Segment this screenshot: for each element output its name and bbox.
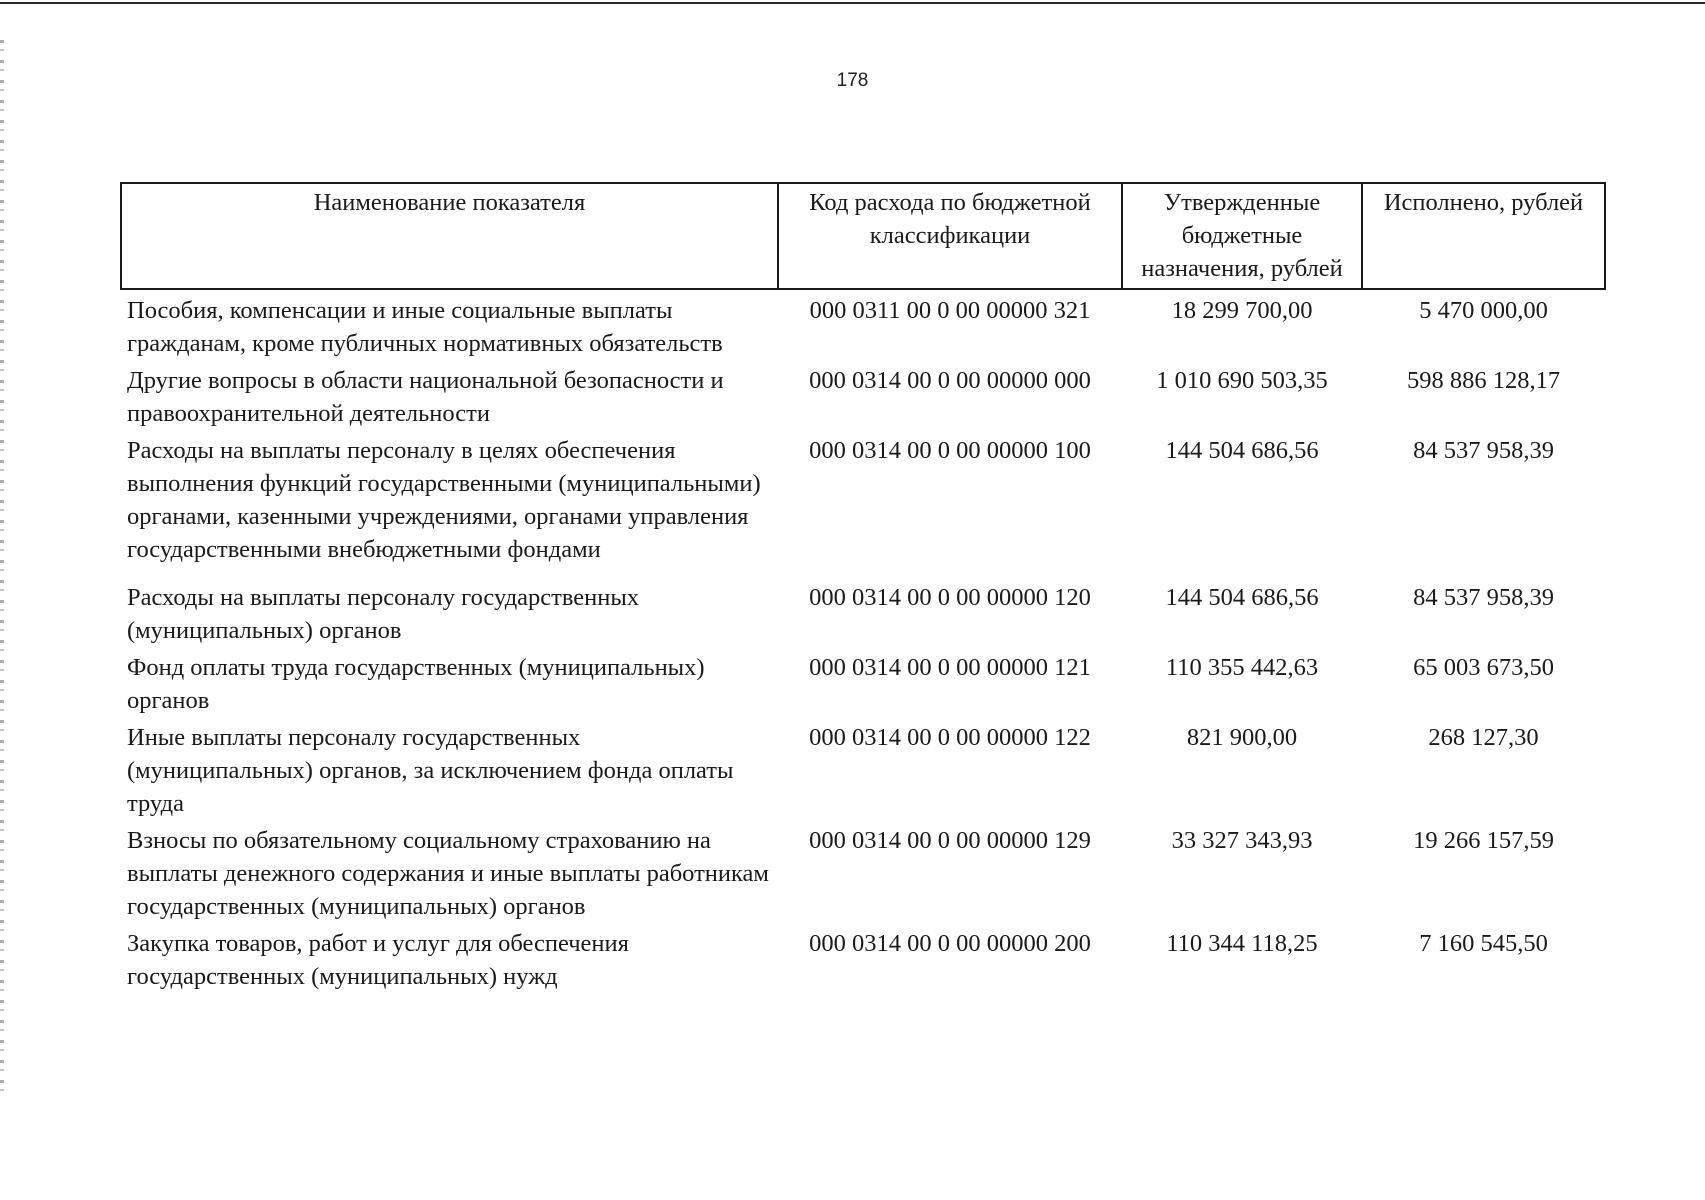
cell-code: 000 0314 00 0 00 00000 100 [809,437,1091,464]
cell-name: Иные выплаты персоналу государственных (муниципальных) органов, за исключением фонда оплаты труда [127,724,734,817]
cell-code: 000 0314 00 0 00 00000 120 [809,584,1091,611]
table-row [121,720,1605,823]
cell-executed: 65 003 673,50 [1413,654,1554,681]
cell-name: Расходы на выплаты персоналу государственных (муниципальных) органов [127,584,640,644]
cell-approved: 1 010 690 503,35 [1156,367,1328,394]
table-row [121,823,1605,926]
scan-border-line [0,2,1705,4]
table-row [121,926,1605,996]
cell-approved: 33 327 343,93 [1171,827,1313,854]
header-approved: Утвержденные бюджетные назначения, рублей [1122,183,1362,289]
header-row [121,183,1605,289]
cell-executed: 7 160 545,50 [1419,930,1548,957]
cell-executed: 5 470 000,00 [1419,297,1548,324]
cell-name: Пособия, компенсации и иные социальные выплаты гражданам, кроме публичных нормативных обязательств [127,297,723,357]
cell-name: Другие вопросы в области национальной безопасности и правоохранительной деятельности [127,367,724,427]
cell-name: Фонд оплаты труда государственных (муниципальных) органов [127,654,705,714]
budget-execution-table [120,182,1606,996]
cell-approved: 18 299 700,00 [1171,297,1313,324]
table-row [121,433,1605,580]
cell-approved: 144 504 686,56 [1165,437,1319,464]
header-name: Наименование показателя [121,183,778,289]
cell-executed: 598 886 128,17 [1406,367,1561,394]
table-row [121,580,1605,650]
page-number: 178 [836,70,869,91]
cell-name: Закупка товаров, работ и услуг для обеспечения государственных (муниципальных) нужд [127,930,629,990]
cell-approved: 110 355 442,63 [1165,654,1319,681]
cell-executed: 19 266 157,59 [1413,827,1554,854]
header-code: Код расхода по бюджетной классификации [778,183,1122,289]
table-row [121,289,1605,363]
cell-approved: 110 344 118,25 [1166,930,1318,957]
cell-code: 000 0314 00 0 00 00000 129 [809,827,1091,854]
table-body [121,289,1605,996]
cell-name: Расходы на выплаты персоналу в целях обеспечения выполнения функций государственными (муниципальными) органами, казенными учреждениями, органами управления государственными внебюджетными фондами [127,437,761,563]
cell-approved: 821 900,00 [1186,724,1298,751]
scan-edge-artifact [0,40,4,1100]
table-row [121,363,1605,433]
header-executed: Исполнено, рублей [1362,183,1605,289]
cell-executed: 84 537 958,39 [1413,437,1554,464]
cell-name: Взносы по обязательному социальному страхованию на выплаты денежного содержания и иные выплаты работникам государственных (муниципальных) органов [127,827,769,920]
cell-code: 000 0314 00 0 00 00000 121 [809,654,1091,681]
table-header [121,183,1605,289]
cell-code: 000 0314 00 0 00 00000 200 [809,930,1091,957]
cell-code: 000 0314 00 0 00 00000 122 [809,724,1091,751]
cell-code: 000 0311 00 0 00 00000 321 [809,297,1091,324]
table-row [121,650,1605,720]
cell-executed: 84 537 958,39 [1413,584,1554,611]
cell-approved: 144 504 686,56 [1165,584,1319,611]
cell-executed: 268 127,30 [1428,724,1539,751]
cell-code: 000 0314 00 0 00 00000 000 [809,367,1091,394]
